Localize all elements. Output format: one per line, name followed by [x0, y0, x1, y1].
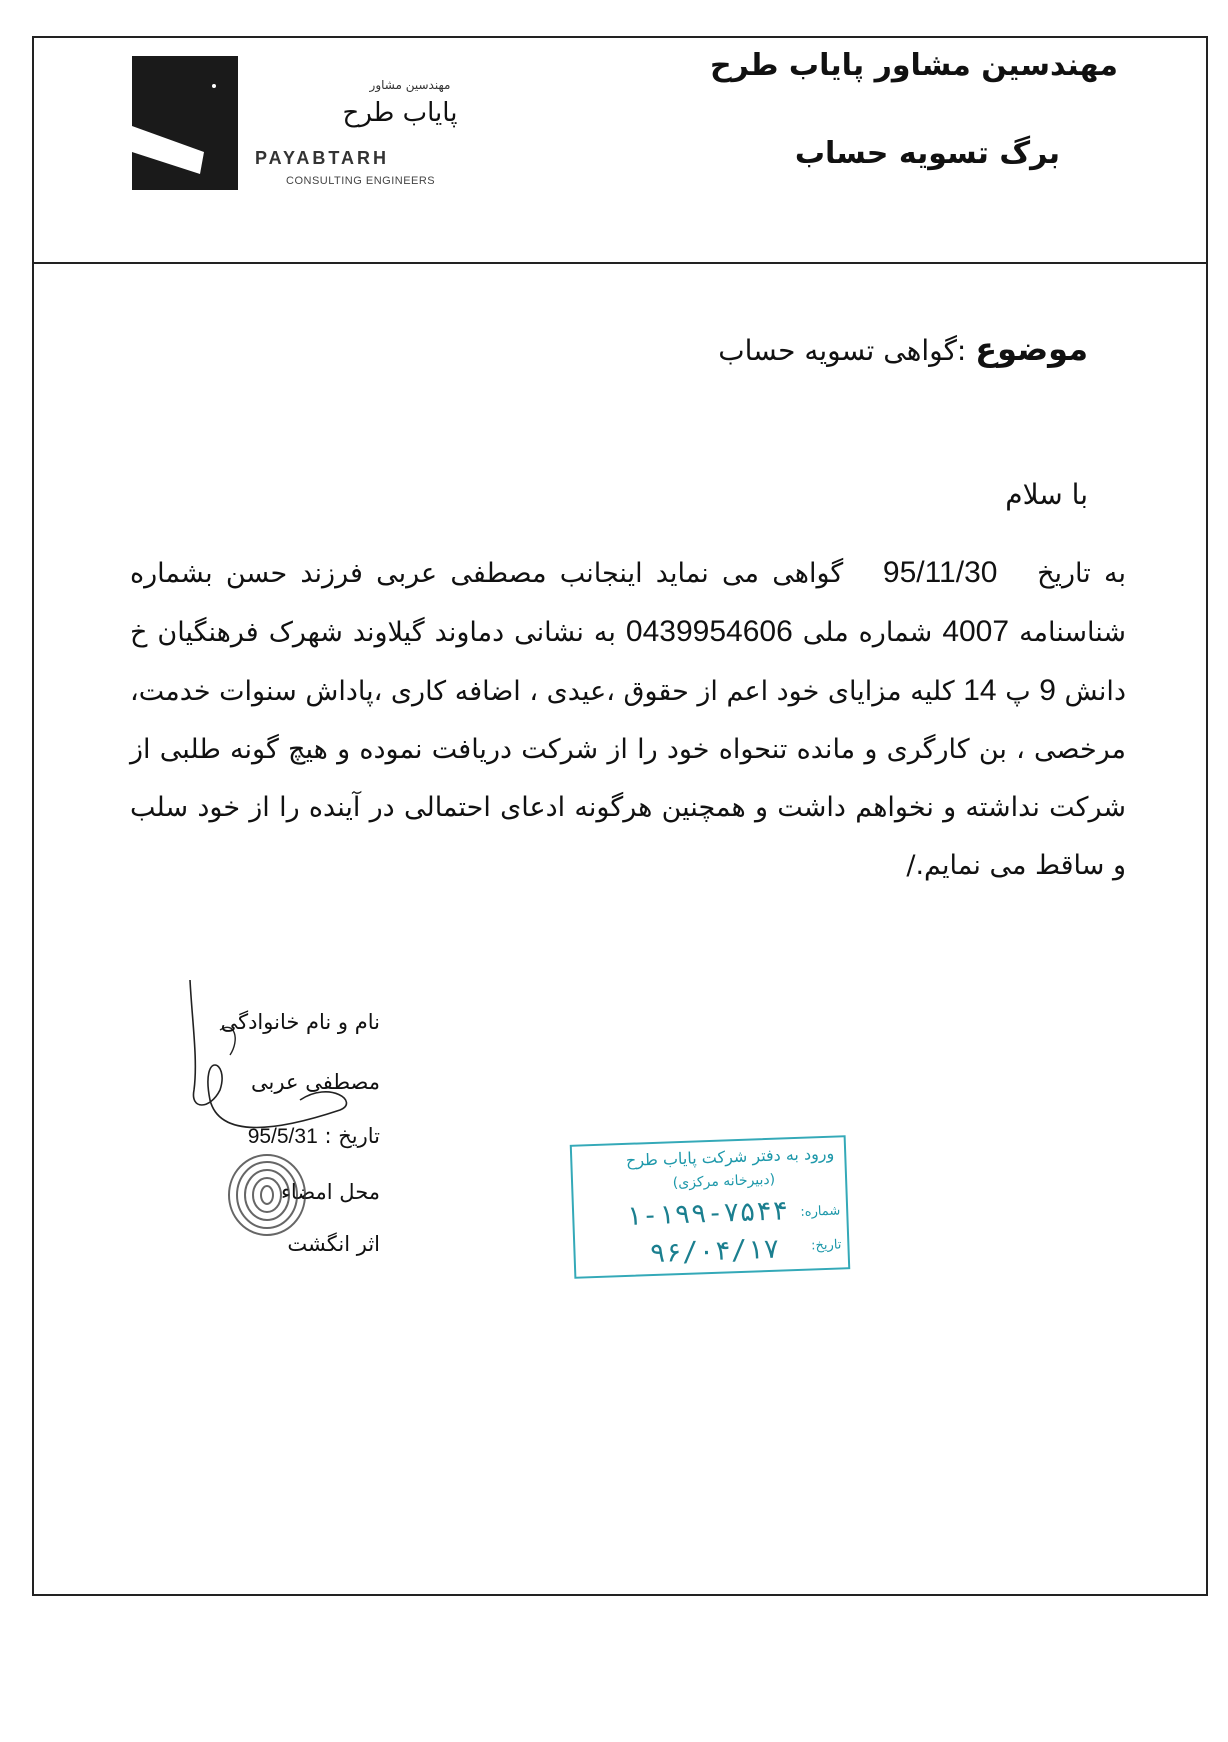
sign-date-label: تاریخ : [324, 1124, 380, 1148]
street-number: 9 [1039, 674, 1056, 707]
name-label: نام و نام خانوادگی [220, 1010, 380, 1034]
logo-english-subtitle: CONSULTING ENGINEERS [286, 175, 436, 187]
header-divider [34, 262, 1206, 264]
stamp-number-label: شماره: [800, 1203, 841, 1220]
sign-place-label: محل امضاء [281, 1180, 380, 1204]
body-text-5: پ [1005, 676, 1031, 707]
form-title: برگ تسویه حساب [794, 136, 1060, 171]
stamp-date: ۹۶/۰۴/۱۷ [649, 1233, 781, 1270]
stamp-subtitle: (دبیرخانه مرکزی) [672, 1171, 776, 1192]
body-text-3: شماره ملی [802, 617, 933, 648]
stamp-title: ورود به دفتر شرکت پایاب طرح [625, 1143, 835, 1170]
logo-english-name: PAYABTARH [255, 148, 390, 168]
body-text-1: به تاریخ [1037, 558, 1126, 589]
sign-date: 95/5/31 [247, 1125, 318, 1148]
certificate-body [130, 544, 1126, 895]
stamp-number: ۱-۱۹۹-۷۵۴۴ [625, 1195, 789, 1232]
company-logo-mark [132, 56, 238, 190]
logo-persian-subtitle: مهندسین مشاور [369, 78, 451, 92]
subject-label: موضوع [975, 330, 1088, 368]
subject-text: :گواهی تسویه حساب [718, 334, 967, 367]
certificate-date: 95/11/30 [882, 556, 998, 589]
registration-stamp [570, 1135, 851, 1279]
plaque-number: 14 [963, 674, 997, 707]
fingerprint-mark [222, 1150, 312, 1240]
national-id: 0439954606 [625, 615, 793, 648]
company-name: مهندسین مشاور پایاب طرح [709, 48, 1118, 83]
thumbprint-label: اثر انگشت [287, 1232, 380, 1256]
body-text-6: کلیه مزایای خود اعم از حقوق ،عیدی ، اضافه کاری ،پاداش سنوات خدمت، مرخصی ، بن کارگری و مانده تنحواه خود را از شرکت دریافت نموده و هیچ گونه طلبی از شرکت نداشته و نخواهم داشت و همچنین هرگونه ادعای احتمالی در آینده را از خود سلب و ساقط می نمایم./ [130, 676, 1126, 881]
body-text-4: به نشانی دماوند گیلاوند شهرک فرهنگیان خ دانش [130, 617, 1126, 707]
signer-name: مصطفی عربی [251, 1070, 380, 1094]
greeting: با سلام [1005, 478, 1088, 511]
stamp-date-label: تاریخ: [810, 1237, 842, 1254]
logo-persian-name: پایاب طرح [342, 98, 458, 128]
sign-date-row [248, 1124, 380, 1149]
subject-line [718, 330, 1088, 368]
id-number: 4007 [942, 615, 1010, 648]
body-text-2: گواهی می نماید اینجانب مصطفی عربی فرزند حسن بشماره شناسنامه [130, 558, 1126, 648]
